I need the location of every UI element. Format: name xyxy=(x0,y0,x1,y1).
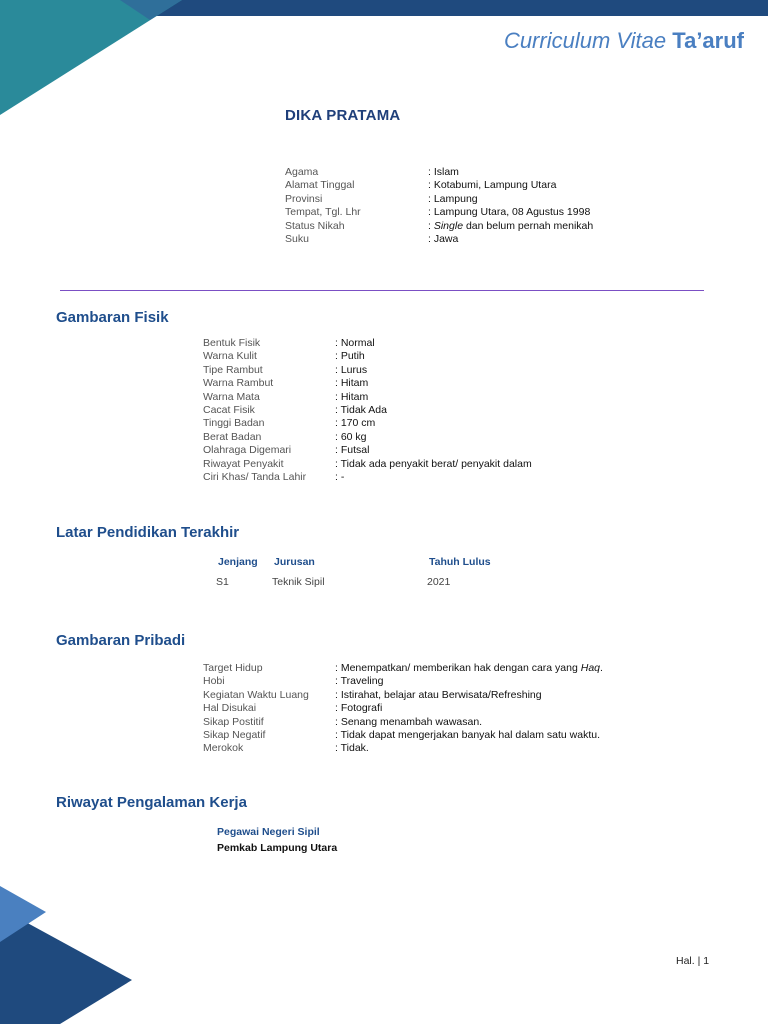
fisik-value: : Hitam xyxy=(335,390,369,403)
info-label: Alamat Tinggal xyxy=(285,179,355,192)
fisik-row xyxy=(203,364,623,377)
info-value: : Kotabumi, Lampung Utara xyxy=(428,179,557,192)
info-value: : Islam xyxy=(428,166,459,178)
fisik-row xyxy=(203,377,623,390)
info-row xyxy=(285,179,705,192)
info-row xyxy=(285,193,705,206)
fisik-row xyxy=(203,458,623,471)
fisik-label: Ciri Khas/ Tanda Lahir xyxy=(203,470,307,483)
pribadi-row xyxy=(203,742,663,755)
header-decoration xyxy=(0,0,768,120)
fisik-label: Warna Rambut xyxy=(203,377,274,390)
value-italic: Haq xyxy=(580,662,600,674)
fisik-value: : Putih xyxy=(335,350,365,363)
fisik-value: : Tidak Ada xyxy=(335,403,387,416)
edu-cell-jurusan: Teknik Sipil xyxy=(272,576,325,588)
section-title-kerja: Riwayat Pengalaman Kerja xyxy=(56,794,247,811)
info-value: : Lampung xyxy=(428,192,478,205)
pribadi-label: Target Hidup xyxy=(203,662,263,674)
fisik-label: Warna Mata xyxy=(203,390,260,403)
fisik-label: Olahraga Digemari xyxy=(203,444,292,457)
fisik-row xyxy=(203,417,623,430)
fisik-label: Warna Kulit xyxy=(203,350,257,363)
fisik-label: Tinggi Badan xyxy=(203,417,265,430)
physical-info xyxy=(203,337,623,484)
fisik-label: Berat Badan xyxy=(203,430,262,443)
fisik-label: Bentuk Fisik xyxy=(203,337,261,349)
person-name: DIKA PRATAMA xyxy=(285,107,401,124)
fisik-label: Cacat Fisik xyxy=(203,403,255,416)
pribadi-row xyxy=(203,729,663,742)
pribadi-value: : Tidak dapat mengerjakan banyak hal dalam satu waktu. xyxy=(335,728,600,741)
fisik-row xyxy=(203,391,623,404)
value-suffix: . xyxy=(600,662,603,674)
fisik-value: : Hitam xyxy=(335,377,369,390)
pribadi-value: : Traveling xyxy=(335,675,384,688)
pribadi-label: Merokok xyxy=(203,742,244,755)
pribadi-row xyxy=(203,716,663,729)
info-row xyxy=(285,233,705,246)
personal-info xyxy=(285,166,705,246)
fisik-value: : Futsal xyxy=(335,444,370,457)
footer-decoration xyxy=(0,880,200,1024)
fisik-row xyxy=(203,337,623,350)
fisik-row xyxy=(203,471,623,484)
edu-cell-tahun: 2021 xyxy=(427,576,451,588)
personality-info xyxy=(203,662,663,756)
info-label: Suku xyxy=(285,232,309,245)
pribadi-row xyxy=(203,689,663,702)
info-value xyxy=(428,220,593,233)
section-title-fisik: Gambaran Fisik xyxy=(56,309,169,326)
fisik-value: : Normal xyxy=(335,337,375,349)
edu-header-tahun: Tahuh Lulus xyxy=(429,556,491,568)
pribadi-label: Kegiatan Waktu Luang xyxy=(203,688,309,701)
pribadi-value: : Fotografi xyxy=(335,702,383,715)
edu-header-jenjang: Jenjang xyxy=(218,556,258,568)
fisik-value: : Tidak ada penyakit berat/ penyakit dalam xyxy=(335,457,532,470)
document-title xyxy=(504,28,744,54)
edu-cell-jenjang: S1 xyxy=(216,576,229,588)
edu-header-jurusan: Jurusan xyxy=(274,556,315,568)
pribadi-row xyxy=(203,702,663,715)
pribadi-label: Hal Disukai xyxy=(203,702,257,715)
section-title-pribadi: Gambaran Pribadi xyxy=(56,632,186,649)
section-title-pendidikan: Latar Pendidikan Terakhir xyxy=(56,524,240,541)
info-label: Tempat, Tgl. Lhr xyxy=(285,206,361,219)
info-row xyxy=(285,220,705,233)
title-bold: Ta’aruf xyxy=(672,28,744,53)
job-organization: Pemkab Lampung Utara xyxy=(217,842,338,854)
pribadi-value: : Tidak. xyxy=(335,742,369,755)
info-label: Provinsi xyxy=(285,192,323,205)
info-row xyxy=(285,206,705,219)
info-label: Status Nikah xyxy=(285,219,345,232)
page-number: Hal. | 1 xyxy=(676,955,710,967)
pribadi-row xyxy=(203,675,663,688)
value-prefix: : Menempatkan/ memberikan hak dengan cara yang xyxy=(335,662,581,674)
title-italic: Curriculum Vitae xyxy=(503,28,667,53)
fisik-value: : 60 kg xyxy=(335,430,367,443)
fisik-label: Tipe Rambut xyxy=(203,363,263,376)
pribadi-row xyxy=(203,662,663,675)
pribadi-value: : Istirahat, belajar atau Berwisata/Refreshing xyxy=(335,688,542,701)
fisik-value: : - xyxy=(335,470,345,483)
value-italic: Single xyxy=(433,219,464,232)
pribadi-label: Hobi xyxy=(203,675,225,688)
divider-line xyxy=(60,290,704,291)
pribadi-value: : Senang menambah wawasan. xyxy=(335,715,483,728)
info-row xyxy=(285,166,705,179)
fisik-row xyxy=(203,444,623,457)
fisik-row xyxy=(203,350,623,363)
value-suffix: dan belum pernah menikah xyxy=(463,219,594,232)
info-value: : Jawa xyxy=(428,232,459,245)
fisik-value: : 170 cm xyxy=(335,417,376,430)
pribadi-label: Sikap Negatif xyxy=(203,728,266,741)
fisik-value: : Lurus xyxy=(335,363,368,376)
job-position: Pegawai Negeri Sipil xyxy=(217,826,320,838)
info-value: : Lampung Utara, 08 Agustus 1998 xyxy=(428,206,591,219)
value-prefix: : xyxy=(428,219,434,232)
pribadi-label: Sikap Postitif xyxy=(203,715,264,728)
info-label: Agama xyxy=(285,166,319,178)
pribadi-value xyxy=(335,662,603,675)
fisik-label: Riwayat Penyakit xyxy=(203,457,284,470)
fisik-row xyxy=(203,431,623,444)
fisik-row xyxy=(203,404,623,417)
